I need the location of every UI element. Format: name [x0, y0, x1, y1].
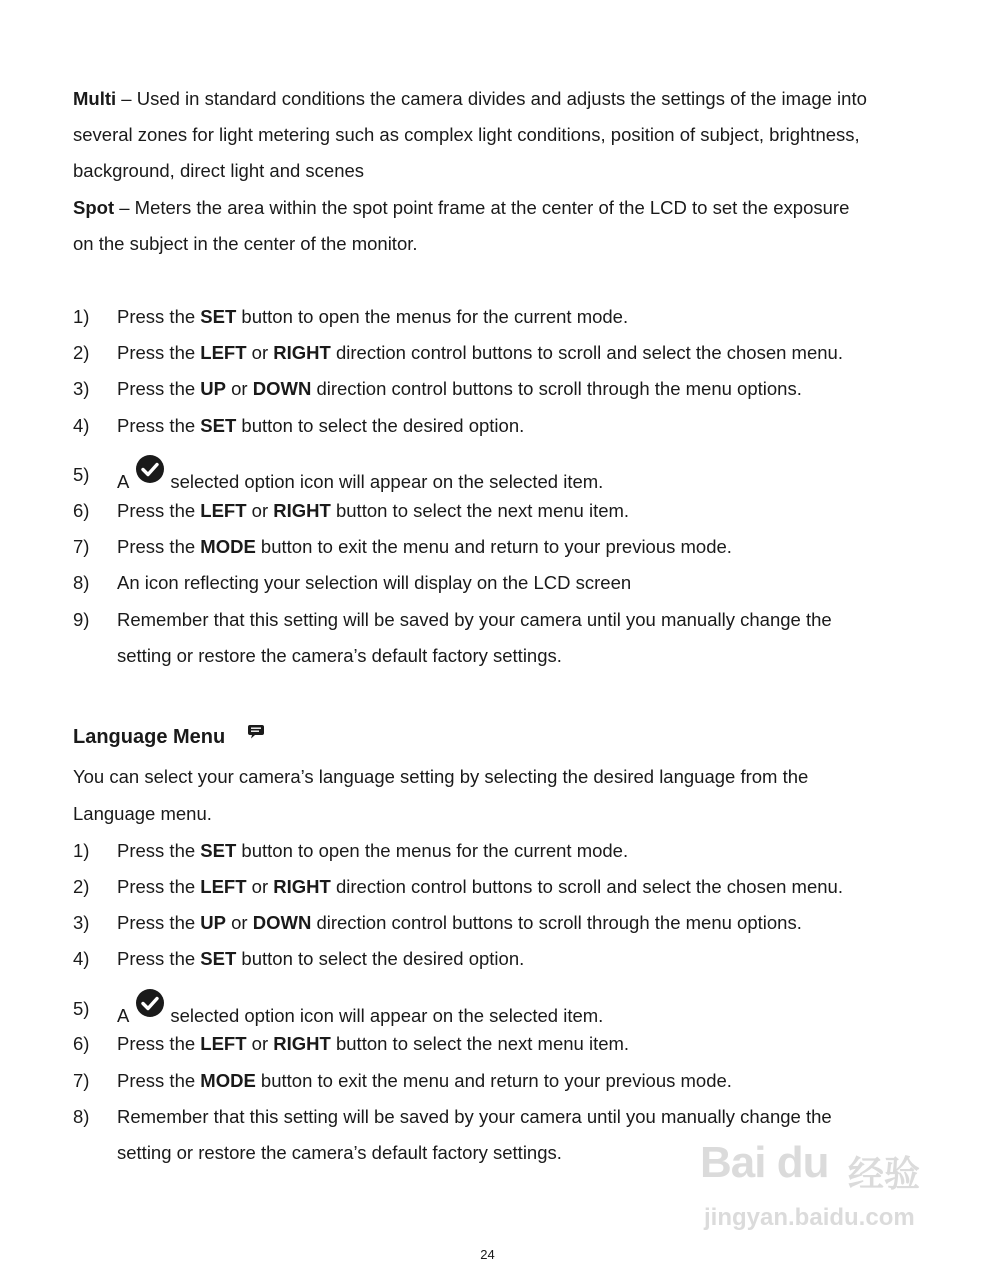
language-description-line-2: Language menu.	[73, 803, 212, 824]
list-item-continuation: setting or restore the camera’s default factory settings.	[117, 645, 562, 666]
spot-term: Spot	[73, 197, 115, 218]
multi-description-line-3: background, direct light and scenes	[73, 160, 365, 181]
baidu-watermark: Bai du 经验 jingyan.baidu.com	[700, 1138, 921, 1231]
multi-term: Multi	[73, 88, 117, 109]
language-description-line-1: You can select your camera’s language setting by selecting the desired language from the	[73, 766, 809, 787]
list-item-continuation: setting or restore the camera’s default factory settings.	[117, 1142, 562, 1163]
multi-description-line-1: Multi – Used in standard conditions the camera divides and adjusts the settings of the image into	[73, 88, 867, 109]
checkmark-circle-icon	[135, 988, 165, 1018]
checkmark-circle-icon	[135, 454, 165, 484]
section-heading: Language Menu	[73, 726, 226, 748]
multi-description-line-2: several zones for light metering such as complex light conditions, position of subject, brightness,	[73, 124, 860, 145]
spot-description-line-1: Spot – Meters the area within the spot point frame at the center of the LCD to set the exposure	[73, 197, 850, 218]
page-number: 24	[480, 1247, 495, 1262]
spot-description-line-2: on the subject in the center of the monitor.	[73, 233, 418, 254]
language-speech-bubble-icon	[247, 724, 265, 740]
